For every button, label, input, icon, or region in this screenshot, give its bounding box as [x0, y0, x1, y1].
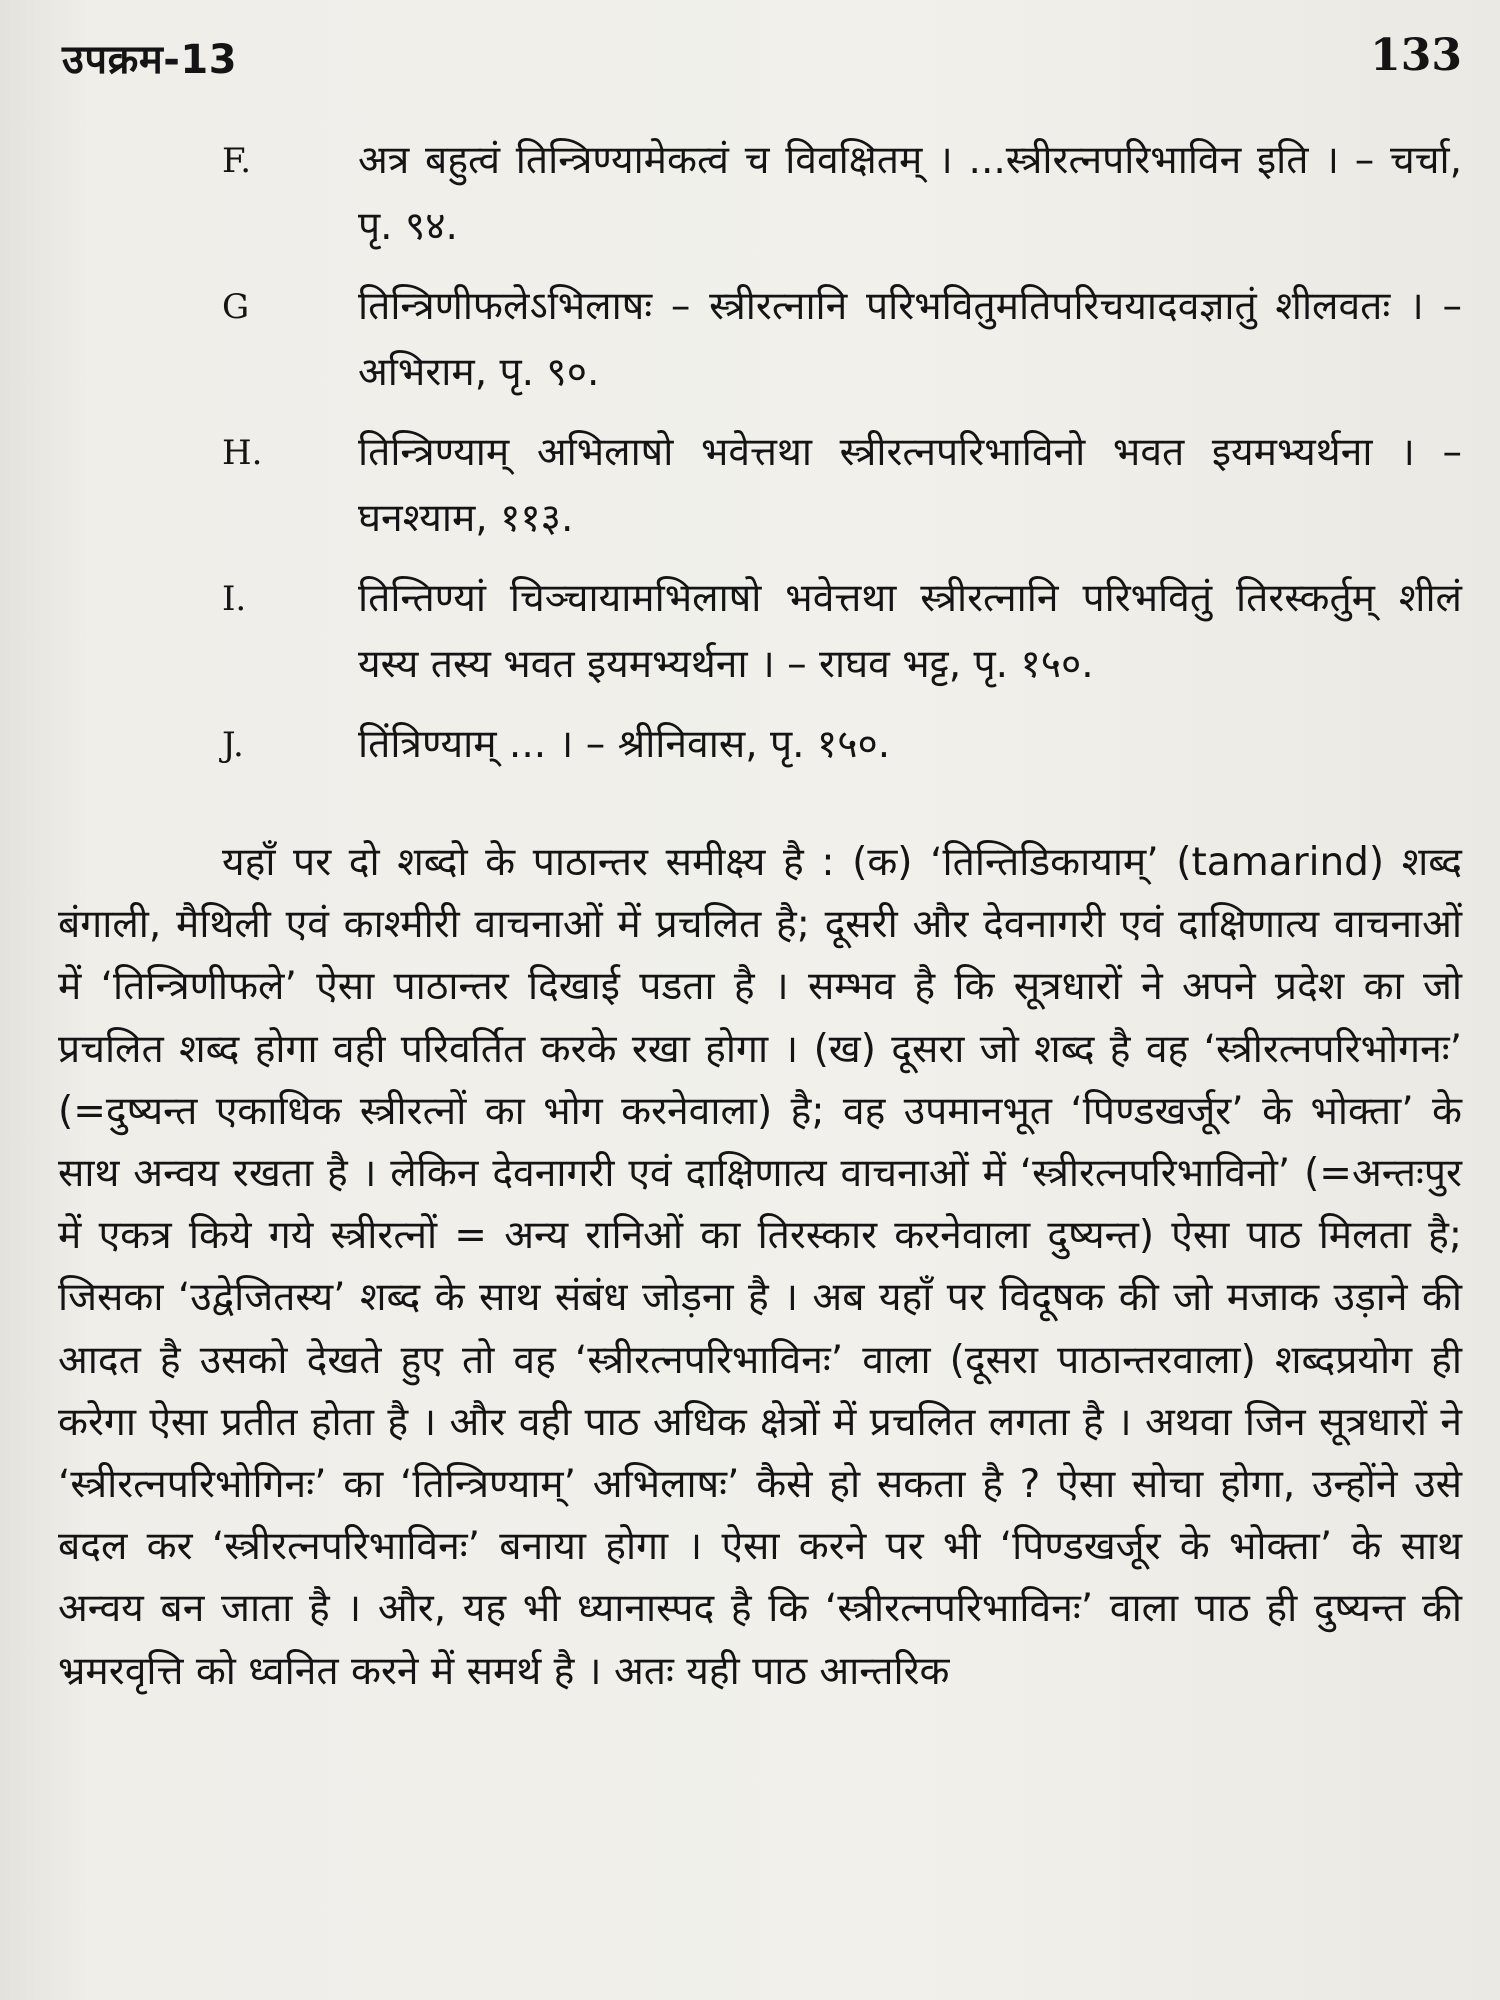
entry-text: तिन्तिण्यां चिञ्चायामभिलाषो भवेत्तथा स्त्रीरत्नानि परिभवितुं तिरस्कर्तुम् शीलं यस्य तस्य भवत इयमभ्यर्थना । – राघव भट्ट, पृ. १५०. — [358, 576, 1462, 687]
entry-i — [222, 566, 1462, 698]
entry-j — [222, 712, 1462, 778]
entry-text: तिंत्रिण्याम् ... । – श्रीनिवास, पृ. १५०. — [358, 722, 891, 767]
entry-letter: J. — [222, 725, 244, 765]
section-title: उपक्रम-13 — [62, 37, 238, 83]
entry-letter: F. — [222, 141, 252, 181]
entry-letter: G — [222, 287, 250, 327]
entry-text: तिन्त्रिणीफलेऽभिलाषः – स्त्रीरत्नानि परिभवितुमतिपरिचयादवज्ञातुं शीलवतः । – अभिराम, पृ. ९०. — [358, 284, 1462, 395]
page-number: 133 — [1370, 30, 1462, 81]
entry-text: तिन्त्रिण्याम् अभिलाषो भवेत्तथा स्त्रीरत्नपरिभाविनो भवत इयमभ्यर्थना । – घनश्याम, ११३. — [358, 430, 1463, 541]
entry-g — [222, 274, 1462, 406]
entry-letter: H. — [222, 433, 263, 473]
discussion-paragraph: यहाँ पर दो शब्दो के पाठान्तर समीक्ष्य है : (क) ‘तिन्तिडिकायाम्’ (tamarind) शब्द बंगाली, मैथिली एवं काश्मीरी वाचनाओं में प्रचलित है; दूसरी और देवनागरी एवं दाक्षिणात्य वाचनाओं में ‘तिन्त्रिणीफले’ ऐसा पाठान्तर दिखाई पडता है । सम्भव है कि सूत्रधारों ने अपने प्रदेश का जो प्रचलित शब्द होगा वही परिवर्तित करके रखा होगा । (ख) दूसरा जो शब्द है वह ‘स्त्रीरत्नपरिभोगनः’ (=दुष्यन्त एकाधिक स्त्रीरत्नों का भोग करनेवाला) है; वह उपमानभूत ‘पिण्डखर्जूर’ के भोक्ता’ के साथ अन्वय रखता है । लेकिन देवनागरी एवं दाक्षिणात्य वाचनाओं में ‘स्त्रीरत्नपरिभाविनो’ (=अन्तःपुर में एकत्र किये गये स्त्रीरत्नों = अन्य रानिओं का तिरस्कार करनेवाला दुष्यन्त) ऐसा पाठ मिलता है; जिसका ‘उद्वेजितस्य’ शब्द के साथ संबंध जोड़ना है । अब यहाँ पर विदूषक की जो मजाक उड़ाने की आदत है उसको देखते हुए तो वह ‘स्त्रीरत्नपरिभाविनः’ वाला (दूसरा पाठान्तरवाला) शब्दप्रयोग ही करेगा ऐसा प्रतीत होता है । और वही पाठ अधिक क्षेत्रों में प्रचलित लगता है । अथवा जिन सूत्रधारों ने ‘स्त्रीरत्नपरिभोगिनः’ का ‘तिन्त्रिण्याम्’ अभिलाषः’ कैसे हो सकता है ? ऐसा सोचा होगा, उन्होंने उसे बदल कर ‘स्त्रीरत्नपरिभाविनः’ बनाया होगा । ऐसा करने पर भी ‘पिण्डखर्जूर के भोक्ता’ के साथ अन्वय बन जाता है । और, यह भी ध्यानास्पद है कि ‘स्त्रीरत्नपरिभाविनः’ वाला पाठ ही दुष्यन्त की भ्रमरवृत्ति को ध्वनित करने में समर्थ है । अतः यही पाठ आन्तरिक — [58, 840, 1462, 1694]
entry-f — [222, 128, 1462, 260]
entry-h — [222, 420, 1462, 552]
entry-text: अत्र बहुत्वं तिन्त्रिण्यामेकत्वं च विवक्षितम् । ...स्त्रीरत्नपरिभाविन इति । – चर्चा, पृ. ९४. — [358, 138, 1462, 249]
commentary-entries — [222, 128, 1462, 792]
entry-letter: I. — [222, 579, 247, 619]
